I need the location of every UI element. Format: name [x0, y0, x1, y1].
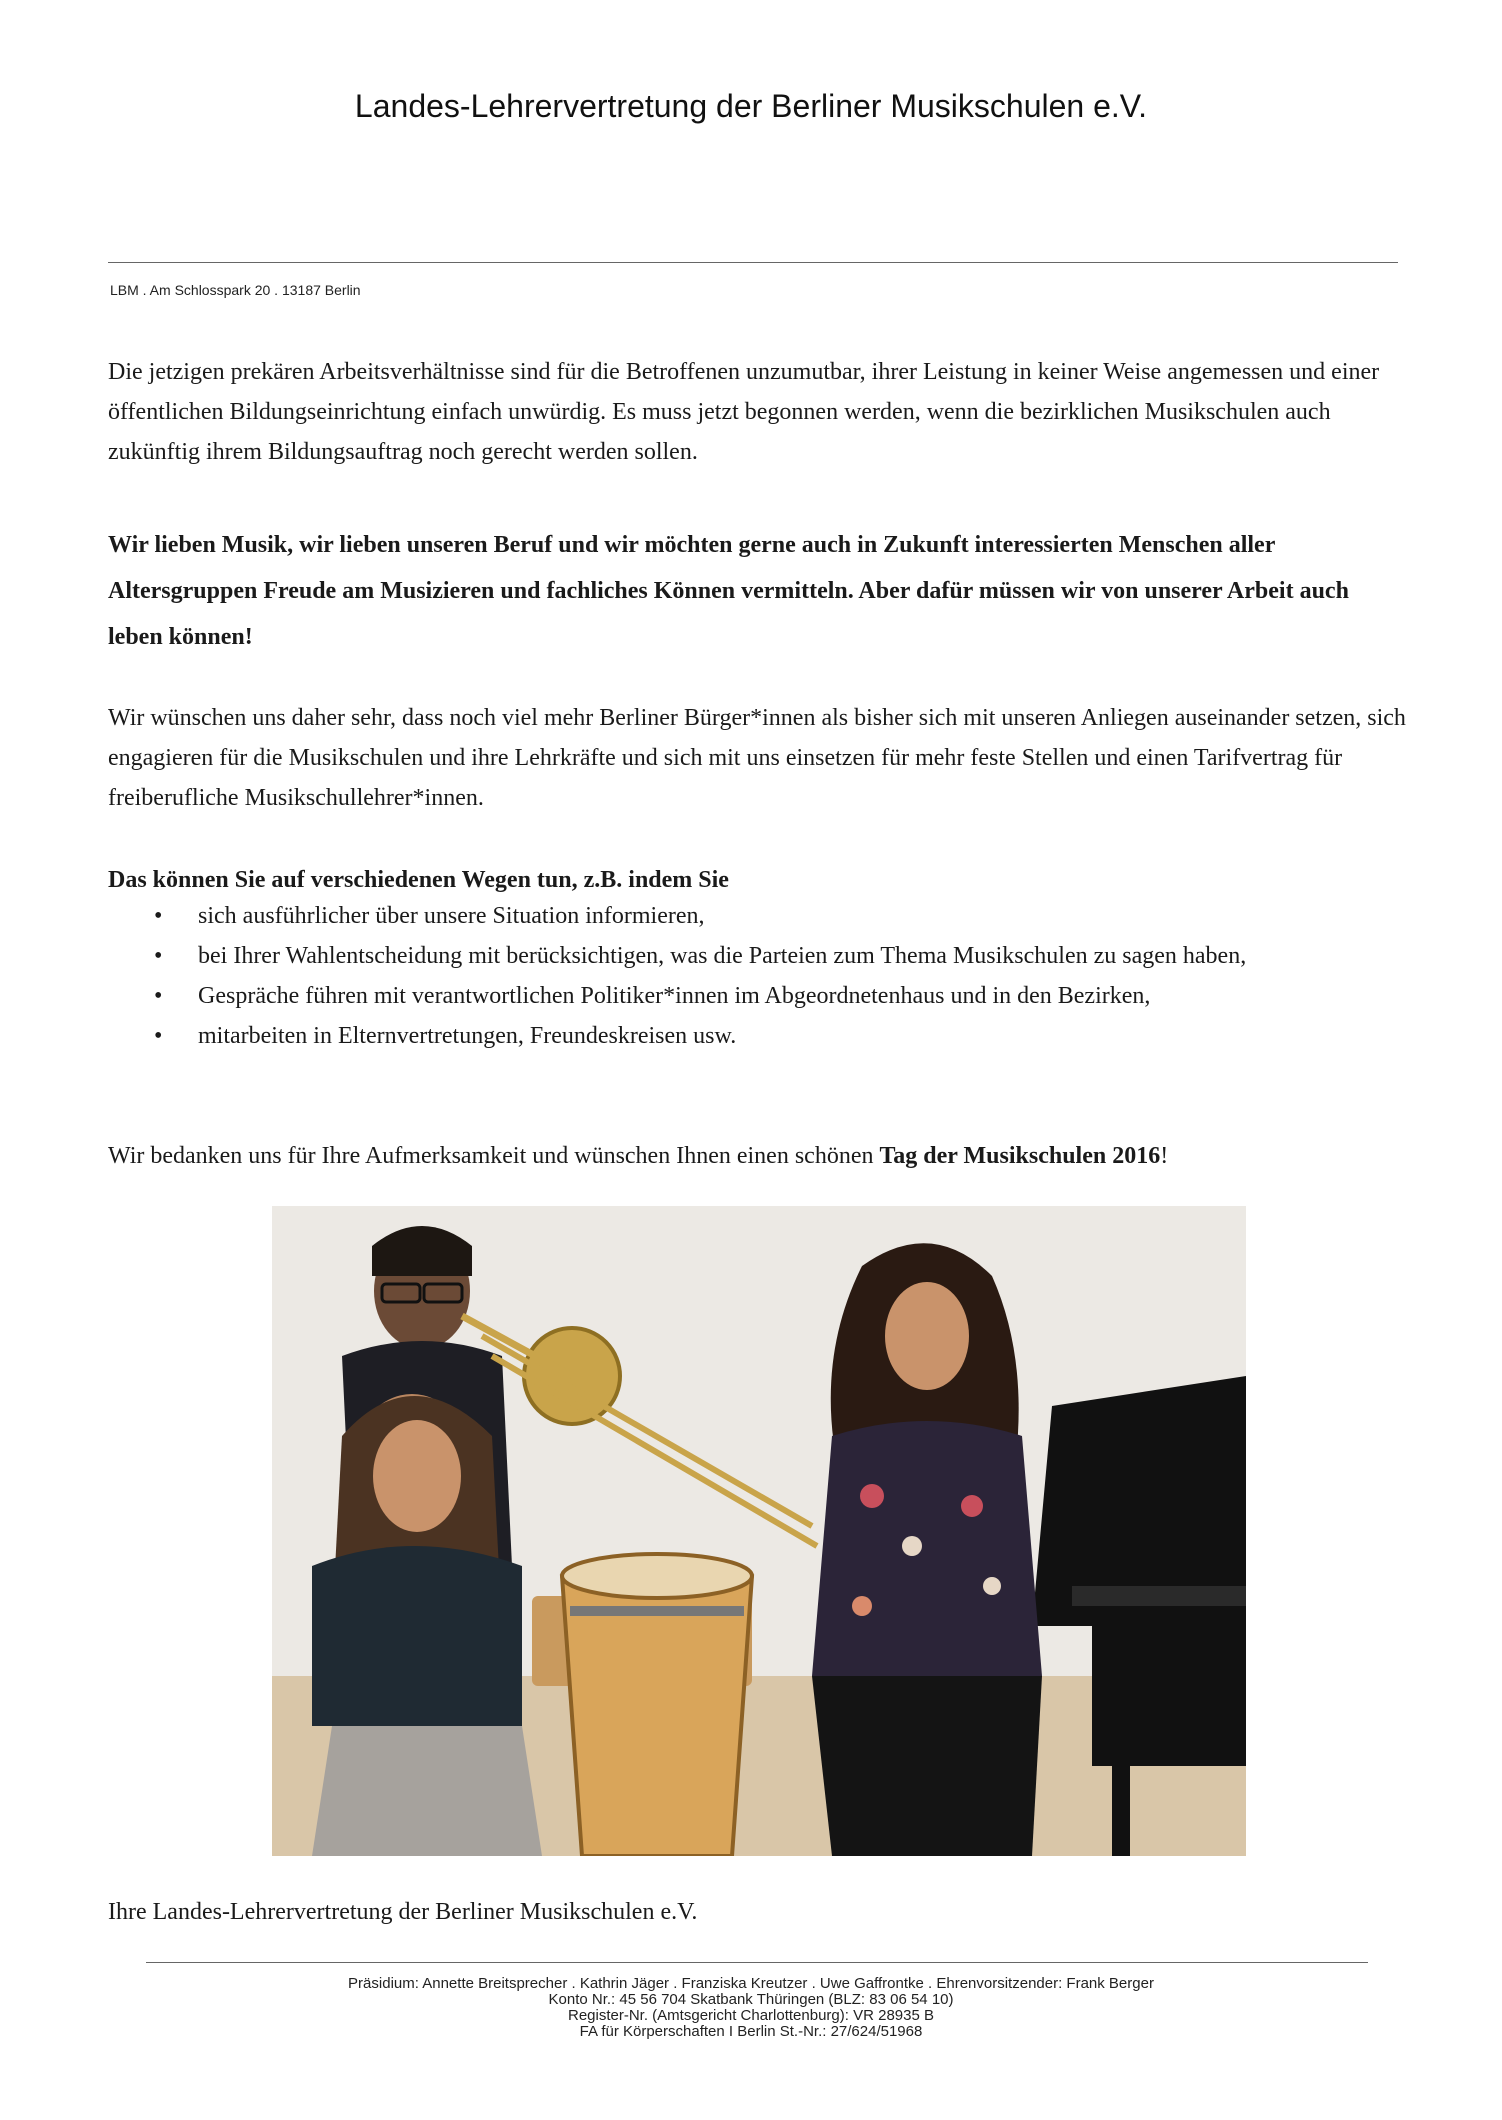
header-divider	[108, 262, 1398, 263]
closing-text: Wir bedanken uns für Ihre Aufmerksamkeit und wünschen Ihnen einen schönen	[108, 1143, 880, 1169]
piano-leg	[1112, 1766, 1130, 1856]
paragraph-1: Die jetzigen prekären Arbeitsverhältnisse sind für die Betroffenen unzumutbar, ihrer Leistung in keiner Weise angemessen und einer öffentlichen Bildungseinrichtung einfach unwürdig. Es muss jetzt begonnen werden, wenn die bezirklichen Musikschulen auch zukünftig ihrem Bildungsauftrag noch gerecht werden sollen.	[108, 359, 1380, 465]
footer-tax: FA für Körperschaften I Berlin St.-Nr.: 27/624/51968	[579, 2023, 923, 2040]
list-item	[148, 1016, 1388, 1056]
footer-register: Register-Nr. (Amtsgericht Charlottenburg): VR 28935 B	[568, 2007, 934, 2024]
bullet: •	[154, 1023, 163, 1049]
music-students-photo	[272, 1206, 1246, 1856]
piano-keyboard	[1072, 1586, 1246, 1606]
list-item-text: mitarbeiten in Elternvertretungen, Freundeskreisen usw.	[198, 1023, 737, 1049]
list-item-text: bei Ihrer Wahlentscheidung mit berücksichtigen, was die Parteien zum Thema Musikschulen zu sagen haben,	[198, 943, 1247, 969]
list-item	[148, 976, 1388, 1016]
list-item	[148, 936, 1388, 976]
girl-right-jacket	[812, 1421, 1042, 1676]
bullet: •	[154, 983, 163, 1009]
photo-illustration	[272, 1206, 1246, 1856]
drum-head	[562, 1554, 752, 1598]
girl-right-leggings	[812, 1676, 1042, 1856]
closing-punctuation: !	[1160, 1143, 1169, 1169]
list-item-text: sich ausführlicher über unsere Situation informieren,	[198, 903, 705, 929]
footer-board: Präsidium: Annette Breitsprecher . Kathrin Jäger . Franziska Kreutzer . Uwe Gaffrontke . Ehrenvorsitzender: Frank Berger	[348, 1975, 1154, 1992]
ways-list	[148, 896, 1388, 1056]
drum-hoop	[570, 1606, 744, 1616]
list-item	[148, 896, 1388, 936]
closing-paragraph	[108, 1136, 1408, 1176]
list-item-text: Gespräche führen mit verantwortlichen Politiker*innen im Abgeordnetenhaus und in den Bezirken,	[198, 983, 1151, 1009]
girl-right-face	[885, 1282, 969, 1390]
bullet: •	[154, 903, 163, 929]
footer-divider	[146, 1962, 1368, 1963]
girl-left-legs	[312, 1726, 542, 1856]
closing-event-name: Tag der Musikschulen 2016	[879, 1143, 1161, 1169]
paragraph-2-bold: Wir lieben Musik, wir lieben unseren Beruf und wir möchten gerne auch in Zukunft interessierten Menschen aller Altersgruppen Freude am Musizieren und fachliches Können vermitteln. Aber dafür müssen wir von unserer Arbeit auch leben können!	[108, 532, 1349, 650]
footer	[0, 1976, 1502, 2040]
girl-left-jacket	[312, 1546, 522, 1726]
org-title: Landes-Lehrervertretung der Berliner Musikschulen e.V.	[354, 88, 1148, 124]
ways-heading: Das können Sie auf verschiedenen Wegen tun, z.B. indem Sie	[108, 867, 729, 893]
sign-off: Ihre Landes-Lehrervertretung der Berliner Musikschulen e.V.	[108, 1899, 698, 1925]
paragraph-3: Wir wünschen uns daher sehr, dass noch viel mehr Berliner Bürger*innen als bisher sich mit unseren Anliegen auseinander setzen, sich engagieren für die Musikschulen und ihre Lehrkräfte und sich mit uns einsetzen für mehr feste Stellen und einen Tarifvertrag für freiberufliche Musikschullehrer*innen.	[108, 705, 1406, 811]
sender-address: LBM . Am Schlosspark 20 . 13187 Berlin	[110, 282, 361, 298]
footer-bank: Konto Nr.: 45 56 704 Skatbank Thüringen (BLZ: 83 06 54 10)	[548, 1991, 954, 2008]
bullet: •	[154, 943, 163, 969]
